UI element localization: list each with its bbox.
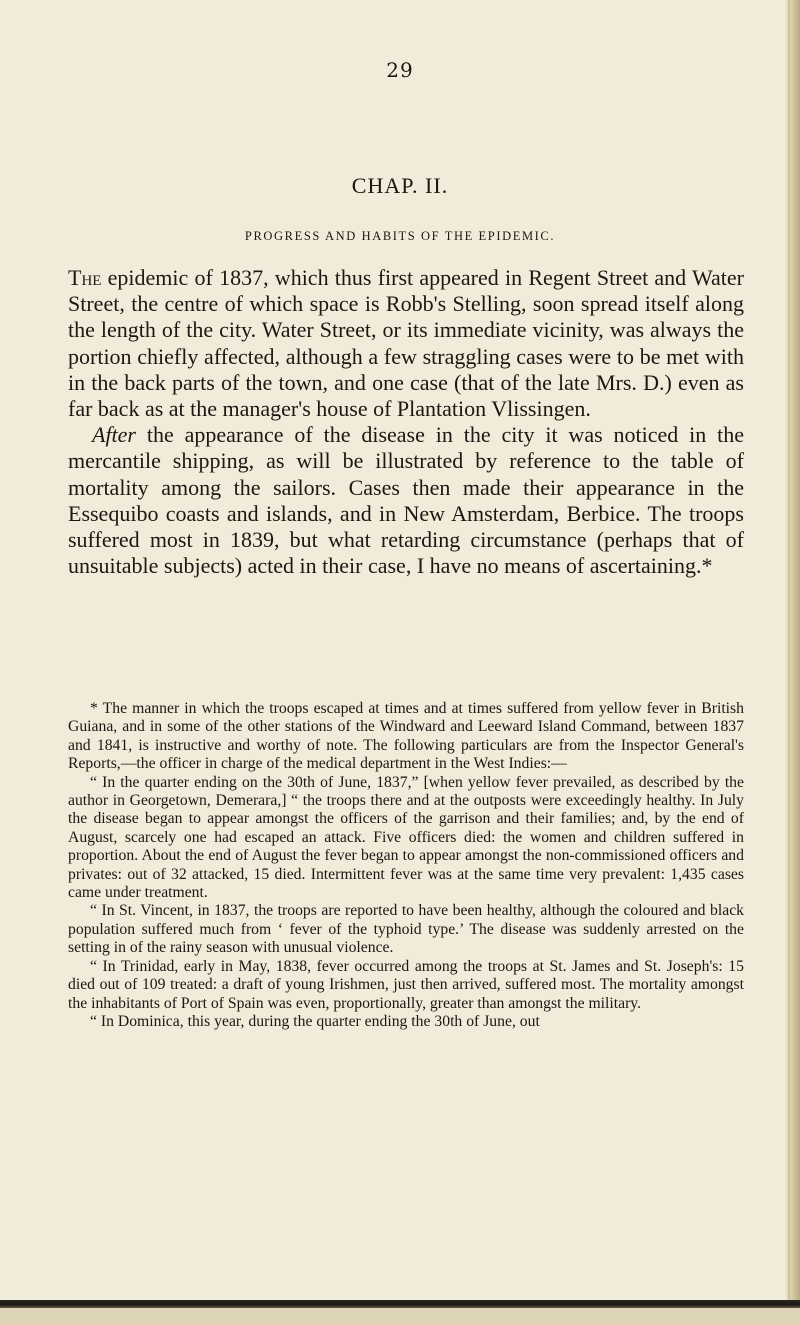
bottom-strip [0, 1308, 800, 1325]
footnote [68, 700, 744, 1031]
paragraph-1-lead: The [68, 265, 102, 290]
paragraph-2 [68, 422, 744, 579]
footnote-dominica: “ In Dominica, this year, during the quarter ending the 30th of June, out [90, 1012, 540, 1030]
footnote-intro: * The manner in which the troops escaped at times and at times suffered from yellow fever in British Guiana, and in some of the other stations of the Windward and Leeward Island Command, between 1837 and 1841, is instructive and worthy of note. The following particulars are from the Inspector General's Reports,—the officer in charge of the medical department in the West Indies:— [68, 700, 744, 773]
page-number: 29 [386, 58, 414, 82]
bottom-rule [0, 1300, 800, 1308]
section-heading: PROGRESS AND HABITS OF THE EPIDEMIC. [244, 229, 556, 243]
chapter-title: CHAP. II. [351, 173, 449, 198]
paragraph-1-text: epidemic of 1837, which thus first appeared in Regent Street and Water Street, the centre of which space is Robb's Stelling, soon spread itself along the length of the city. Water Street, or its immediate vicinity, was always the portion chiefly affected, although a few straggling cases were to be met with in the back parts of the town, and one case (that of the late Mrs. D.) even as far back as at the manager's house of Plantation Vlissingen. [68, 265, 744, 422]
footnote-quarter: “ In the quarter ending on the 30th of June, 1837,” [when yellow fever prevailed, as described by the author in Georgetown, Demerara,] “ the troops there and at the outposts were exceedingly healthy. In July the disease began to appear amongst the officers of the garrison and their families; and, by the end of August, scarcely one had escaped an attack. Five officers died: the women and children suffered in proportion. About the end of August the fever began to appear amongst the non-commissioned officers and privates: out of 32 attacked, 15 died. Intermittent fever was at the same time very prevalent: 1,435 cases came under treatment. [68, 773, 744, 902]
footnote-st-vincent: “ In St. Vincent, in 1837, the troops are reported to have been healthy, although the coloured and black population suffered much from ‘ fever of the typhoid type.’ The disease was suddenly arrested on the setting in of the rainy season with unusual violence. [68, 902, 744, 957]
body-text [68, 265, 744, 579]
paragraph-1 [68, 265, 744, 422]
paragraph-2-text: the appearance of the disease in the city it was noticed in the mercantile shipping, as will be illustrated by reference to the table of mortality among the sailors. Cases then made their appearance in the Essequibo coasts and islands, and in New Amsterdam, Berbice. The troops suffered most in 1839, but what retarding circumstance (perhaps that of unsuitable subjects) acted in their case, I have no means of ascertaining.* [68, 422, 744, 579]
paragraph-2-lead: After [92, 422, 136, 448]
footnote-trinidad: “ In Trinidad, early in May, 1838, fever occurred among the troops at St. James and St. Joseph's: 15 died out of 109 treated: a draft of young Irishmen, just then arrived, suffered most. The mortality amongst the inhabitants of Port of Spain was even, proportionally, greater than amongst the military. [68, 957, 744, 1012]
